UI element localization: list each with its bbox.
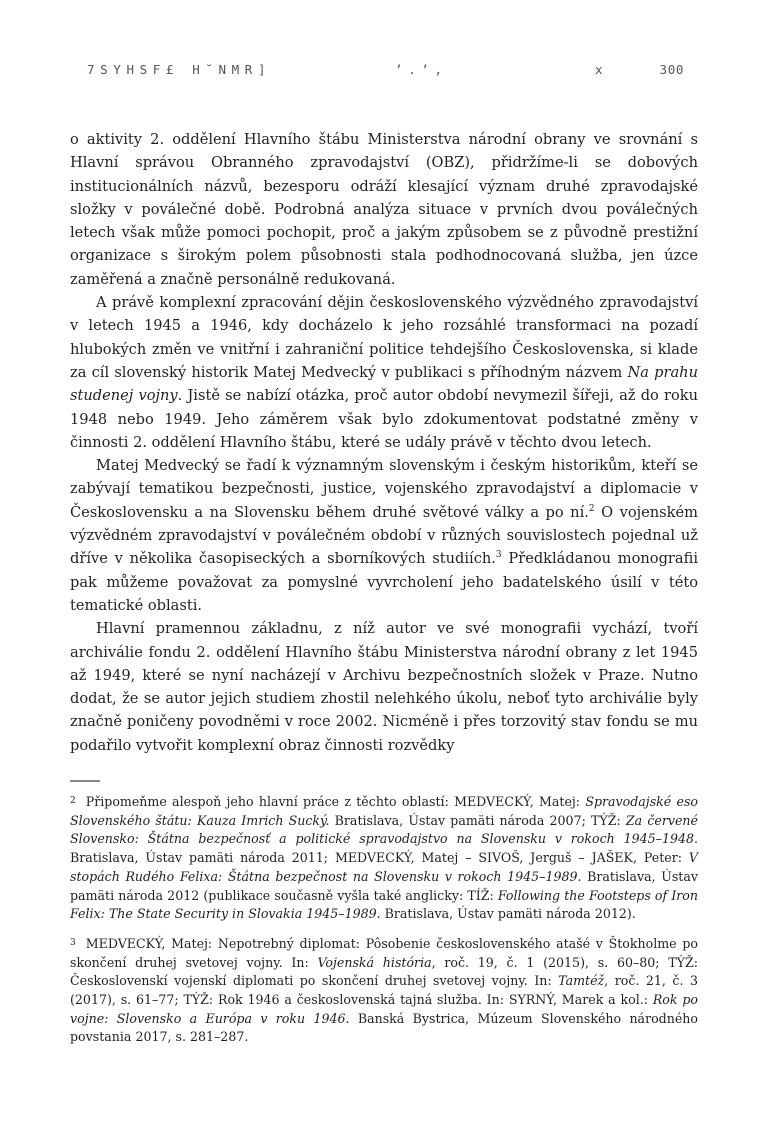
page-number: 300 — [659, 62, 684, 77]
text-run: O vojenském výzvědném zpravodajství v poválečném období v různých souvislostech pojednal už dříve v několika časopiseckých a sborníkových studiích. — [70, 503, 698, 568]
text-run: , roč. 21, č. 3 (2017), s. 61–77; TÝŽ: Rok 1946 a československá tajná služba. In: SYRNÝ, Marek a kol.: — [70, 973, 698, 1008]
paragraph — [70, 291, 698, 454]
footnotes — [70, 792, 698, 1057]
text-run: Bratislava, Ústav pamäti národa 2012). — [380, 906, 636, 922]
text-run: . Jistě se nabízí otázka, proč autor období nevymezil šířeji, až do roku 1948 nebo 1949. Jeho záměrem však bylo zdokumentovat podstatné změny v činnosti 2. oddělení Hlavního štábu, které se udály právě v těchto dvou letech. — [70, 387, 698, 451]
text-run: Bratislava, Ústav pamäti národa 2007; TÝŽ: — [329, 812, 626, 828]
text-run: , roč. 19, č. 1 (2015), s. 60–80; TÝŽ: Československí vojenskí diplomati po skončení druhej svetovej vojny. In: — [70, 954, 698, 989]
footnote-number: 3 — [70, 937, 76, 948]
italic-title: Za červené Slovensko: Štátna bezpečnosť a politické spravodajstvo na Slovensku v rokoch 1945–1948. — [70, 812, 698, 847]
paragraph — [70, 617, 698, 757]
running-head — [87, 62, 684, 80]
italic-title: V stopách Rudého Felixa: Štátna bezpečnost na Slovensku v rokoch 1945–1989. — [70, 850, 698, 884]
footnote-divider — [70, 780, 100, 782]
paragraph — [70, 454, 698, 617]
text-run: Banská Bystrica, Múzeum Slovenského národného povstania 2017, s. 281–287. — [70, 1010, 698, 1045]
text-run: A právě komplexní zpracování dějin československého výzvědného zpravodajství v letech 1945 a 1946, kdy docházelo k jeho rozsáhlé transformaci na pozadí hlubokých změn ve vnitřní i zahraniční politice tehdejšího Československa, si klade za cíl slovenský historik Matej Medvecký v publikaci s příhodným názvem — [70, 294, 698, 381]
text-run: Připomeňme alespoň jeho hlavní práce z těchto oblastí: MEDVECKÝ, Matej: — [85, 794, 586, 809]
text-run: o aktivity 2. oddělení Hlavního štábu Ministerstva národní obrany ve srovnání s Hlavní správou Obranného zpravodajství (OBZ), přidržíme-li se dobových institucionálních názvů, bezesporu odráží klesající význam druhé zpravodajské složky v poválečné době. Podrobná analýza situace v prvních dvou poválečných letech však může pomoci pochopit, proč a jakým způsobem se z původně prestižní organizace s širokým polem působnosti stala podhodnocovaná služba, jen úzce zaměřená a značně personálně redukovaná. — [70, 131, 698, 288]
text-run: Matej Medvecký se řadí k významným slovenským i českým historikům, kteří se zabývají tematikou bezpečnosti, justice, vojenského zpravodajství a diplomacie v Československu a na Slovensku během druhé světové války a po ní. — [70, 457, 698, 521]
running-head-x-mark: x — [595, 62, 603, 77]
text-run: Bratislava, Ústav pamäti národa 2011; MEDVECKÝ, Matej – SIVOŠ, Jerguš – JAŠEK, Peter: — [70, 850, 689, 866]
running-head-left: 7SYHSF£ H˘NMR] — [87, 62, 272, 77]
paragraph — [70, 128, 698, 291]
italic-title: Rok po vojne: Slovensko a Európa v roku 1946. — [70, 992, 699, 1026]
italic-title: Tamtéž — [558, 973, 605, 989]
text-run: Bratislava, Ústav pamäti národa 2012 (publikace současně vyšla také anglicky: TÍŽ: — [70, 868, 698, 903]
footnote-ref: 2 — [588, 503, 595, 514]
footnote-number: 2 — [70, 796, 76, 806]
italic-title: Na prahu studenej vojny — [70, 363, 698, 405]
footnote — [70, 934, 698, 1047]
italic-title: Spravodajské eso Slovenského štátu: Kauza Imrich Sucký. — [70, 794, 699, 828]
running-head-middle: ’.’, — [395, 62, 448, 77]
text-run: Předkládanou monografii pak můžeme považovat za pomyslné vyvrcholení jeho badatelského úsilí v této tematické oblasti. — [70, 550, 698, 614]
text-run: Hlavní pramennou základnu, z níž autor ve své monografii vychází, tvoří archiválie fondu 2. oddělení Hlavního štábu Ministerstva národní obrany z let 1945 až 1949, které se nyní nacházejí v Archivu bezpečnostních složek v Praze. Nutno dodat, že se autor jejich studiem zhostil nelehkého úkolu, neboť tyto archiválie byly značně poničeny povodněmi v roce 2002. Nicméně i přes torzovitý stav fondu se mu podařilo vytvořit komplexní obraz činnosti rozvědky — [70, 620, 698, 754]
italic-title: Following the Footsteps of Iron Felix: The State Security in Slovakia 1945–1989. — [70, 887, 699, 922]
footnote — [70, 792, 698, 924]
text-run: MEDVECKÝ, Matej: Nepotrebný diplomat: Pôsobenie československého atašé v Štokholme po skončení druhej svetovej vojny. In: — [70, 935, 698, 970]
footnote-ref: 3 — [495, 550, 502, 561]
italic-title: Vojenská história — [317, 954, 432, 970]
main-text — [70, 128, 698, 757]
